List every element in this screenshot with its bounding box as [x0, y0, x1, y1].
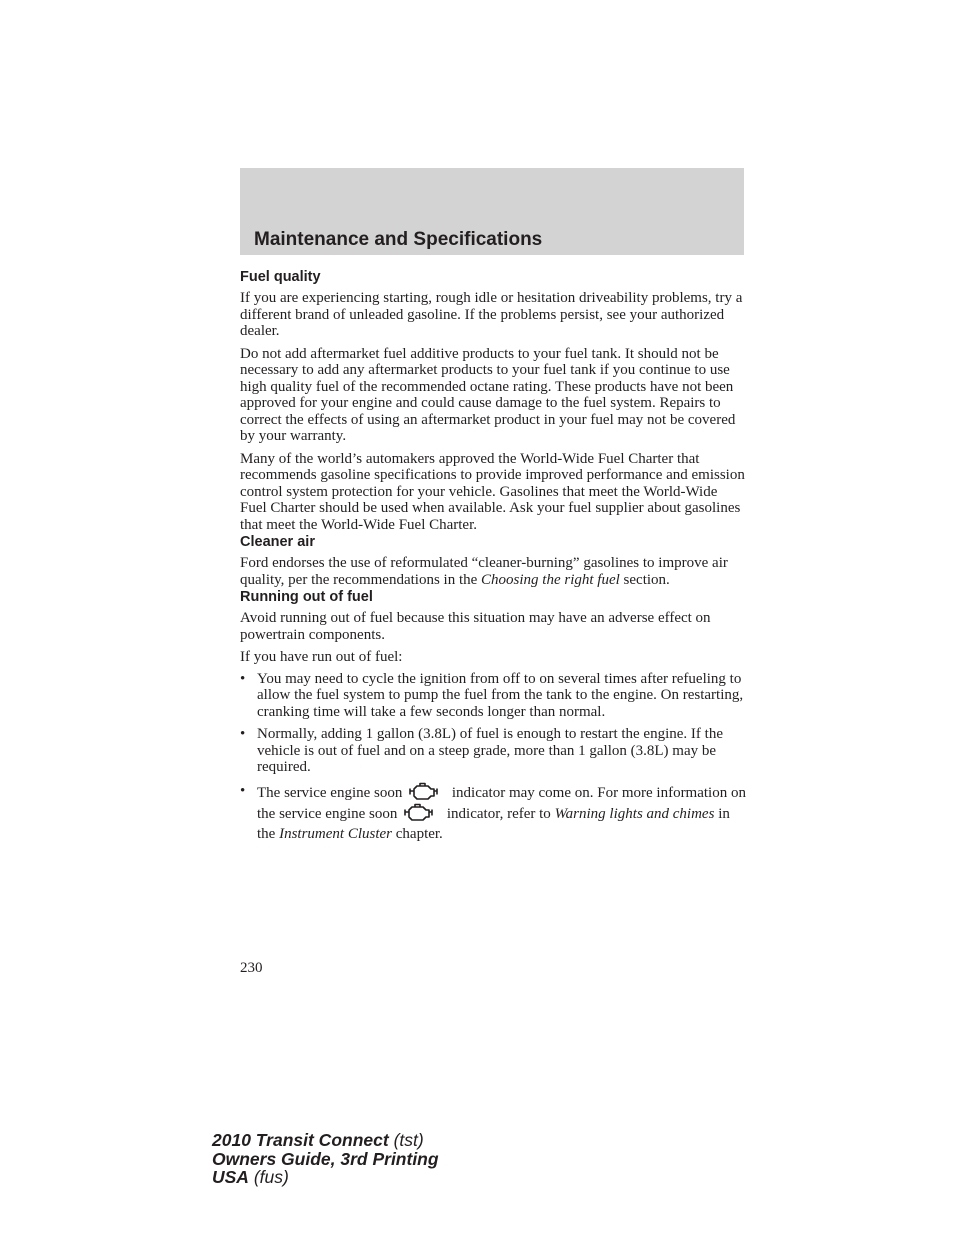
list-item	[240, 726, 746, 776]
cleaner-air-text-1: Ford endorses the use of reformulated “cleaner-burning” gasolines to improve air quality, per the recommendations in the	[240, 555, 728, 588]
instrument-cluster-link-text: Instrument Cluster	[279, 825, 392, 842]
footer-model-code: (tst)	[393, 1130, 424, 1150]
paragraph-cleaner-air	[240, 555, 746, 588]
list-item	[240, 782, 746, 845]
bullet-marker: •	[240, 726, 246, 742]
page-number: 230	[240, 960, 263, 976]
footer-model: 2010 Transit Connect	[212, 1130, 389, 1150]
document-footer	[212, 1131, 439, 1187]
heading-running-out-of-fuel: Running out of fuel	[240, 589, 373, 605]
cleaner-air-link-text: Choosing the right fuel	[481, 571, 620, 588]
paragraph-running-out-1: Avoid running out of fuel because this situation may have an adverse effect on powertrain components.	[240, 610, 711, 643]
heading-cleaner-air: Cleaner air	[240, 534, 315, 550]
bullet-text: Normally, adding 1 gallon (3.8L) of fuel is enough to restart the engine. If the vehicle is out of fuel and on a steep grade, more than 1 gallon (3.8L) may be required.	[257, 726, 723, 775]
bullet-text-4: in the	[257, 806, 730, 842]
footer-market-code: (fus)	[253, 1167, 289, 1187]
footer-line-2: Owners Guide, 3rd Printing	[212, 1148, 439, 1169]
footer-line-3	[212, 1168, 439, 1187]
bullet-marker: •	[240, 670, 246, 687]
footer-line-1	[212, 1131, 439, 1150]
warning-lights-link-text: Warning lights and chimes	[554, 806, 715, 822]
bullet-text: You may need to cycle the ignition from off to on several times after refueling to allow the fuel system to pump the fuel from the tank to the engine. On restarting, cranking time will take a few seconds longer than normal.	[257, 670, 744, 720]
running-out-bullet-list	[240, 671, 746, 845]
cleaner-air-text-2: section.	[619, 571, 670, 588]
heading-fuel-quality: Fuel quality	[240, 269, 321, 285]
bullet-text-3: indicator, refer to	[446, 806, 551, 822]
paragraph-fuel-quality-3: Many of the world’s automakers approved the World-Wide Fuel Charter that recommends gasoline specifications to provide improved performance and emission control system protection for your vehicle. Gasolines that meet the World-Wide Fuel Charter should be used when available. Ask your fuel supplier about gasolines that meet the World-Wide Fuel Charter.	[240, 450, 745, 533]
paragraph-fuel-quality-1: If you are experiencing starting, rough idle or hesitation driveability problems, try a different brand of unleaded gasoline. If the problems persist, see your authorized dealer.	[240, 290, 743, 339]
paragraph-running-out-2: If you have run out of fuel:	[240, 649, 403, 665]
bullet-text-2: indicator may come on. For more information on the service engine soon	[257, 784, 746, 822]
section-header-band	[240, 168, 744, 255]
bullet-marker: •	[240, 782, 246, 799]
bullet-text-1: The service engine soon	[257, 784, 403, 801]
footer-market: USA	[212, 1167, 249, 1187]
check-engine-icon	[403, 803, 435, 823]
bullet-text-5: chapter.	[392, 825, 443, 842]
section-title: Maintenance and Specifications	[254, 229, 543, 250]
check-engine-icon	[408, 782, 440, 802]
list-item	[240, 671, 746, 721]
paragraph-fuel-quality-2: Do not add aftermarket fuel additive products to your fuel tank. It should not be necessary to add any aftermarket products to your fuel tank if you continue to use high quality fuel of the recommended octane rating. These products have not been approved for your engine and could cause damage to the fuel system. Repairs to correct the effects of using an aftermarket product in your fuel may not be covered by your warranty.	[240, 345, 736, 444]
page-content	[240, 268, 746, 850]
